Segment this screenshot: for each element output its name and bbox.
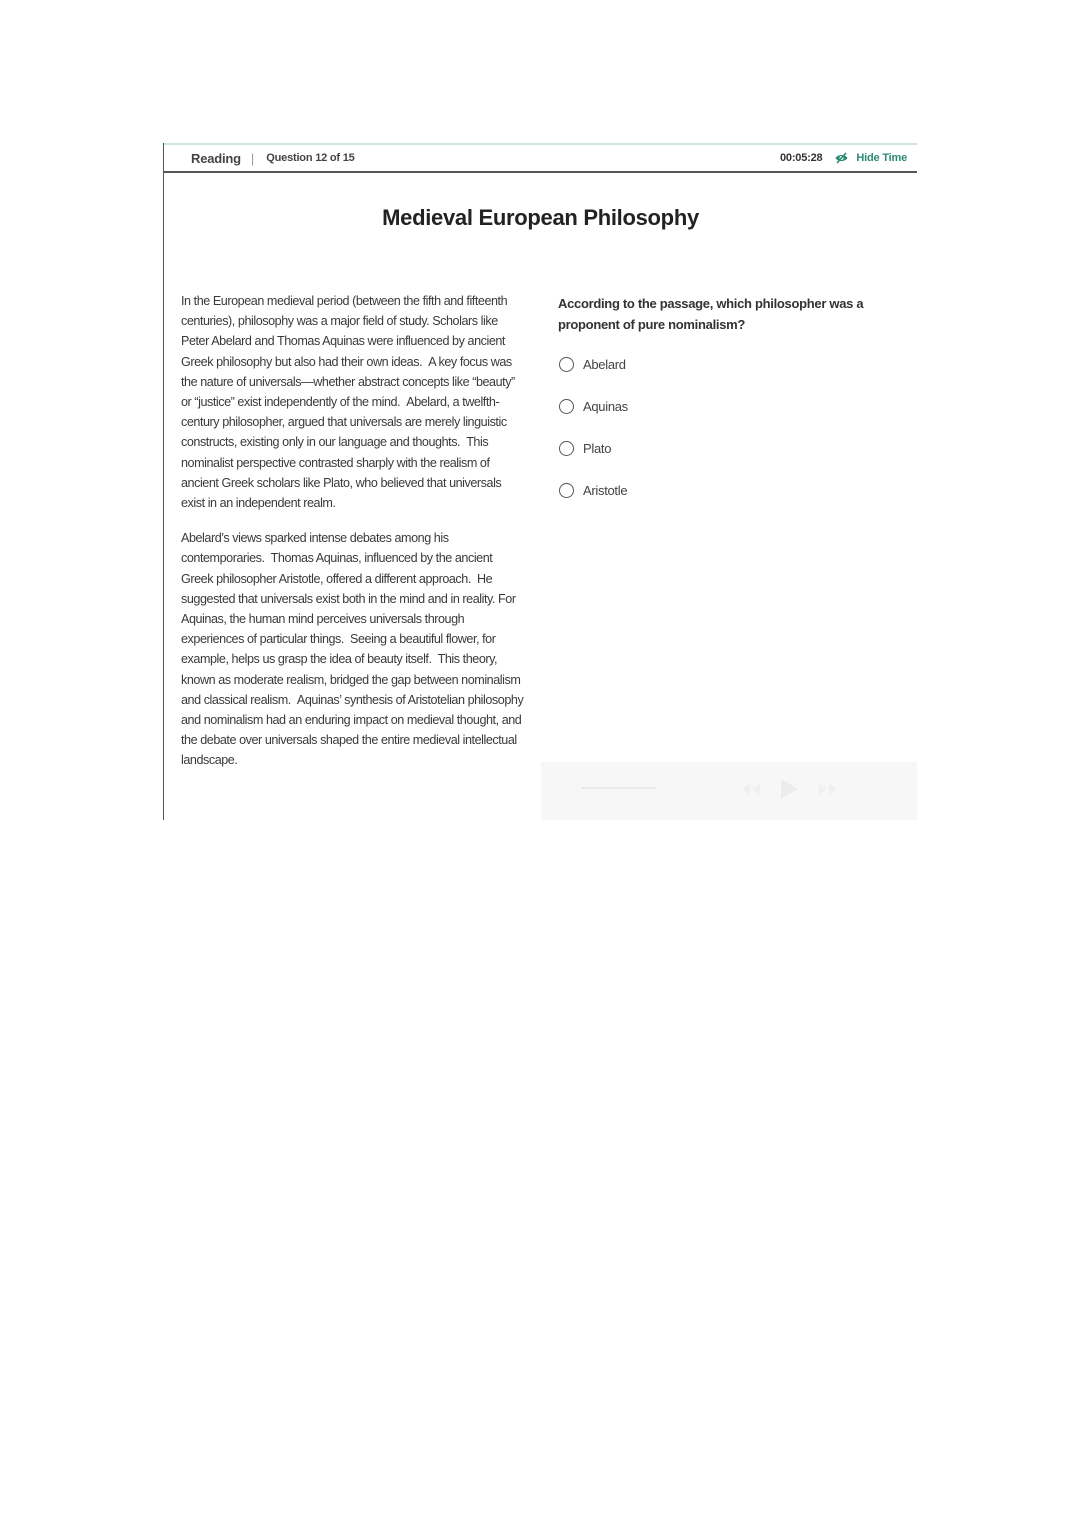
radio-button[interactable] — [559, 483, 574, 498]
passage-paragraph-1: In the European medieval period (between the fifth and fifteenth centuries), philosophy was a major field of study. Scholars like Peter Abelard and Thomas Aquinas were influenced by ancient Greek philosophy but also had their own ideas. A key focus was the nature of universals—whether abstract concepts like “beauty” or “justice” exist independently of the mind. Abelard, a twelfth-century philosopher, argued that universals are merely linguistic constructs, existing only in our language and thoughts. This nominalist perspective contrasted sharply with the realism of ancient Greek scholars like Plato, who believed that universals exist in an independent realm. — [181, 294, 515, 511]
option-aquinas[interactable] — [559, 395, 859, 417]
radio-button[interactable] — [559, 441, 574, 456]
option-label[interactable]: Plato — [583, 440, 612, 456]
option-label[interactable]: Aquinas — [583, 398, 628, 414]
eye-slash-icon[interactable] — [834, 152, 849, 164]
option-aristotle[interactable] — [559, 479, 859, 501]
media-controls — [541, 762, 917, 820]
play-icon[interactable] — [773, 774, 803, 804]
test-window — [163, 143, 917, 820]
radio-button[interactable] — [559, 357, 574, 372]
radio-button[interactable] — [559, 399, 574, 414]
question-prompt: According to the passage, which philosopher was a proponent of pure nominalism? — [558, 296, 864, 332]
question-counter: Question 12 of 15 — [266, 152, 355, 164]
hide-time-button[interactable]: Hide Time — [856, 152, 907, 164]
passage-paragraph-2: Abelard’s views sparked intense debates among his contemporaries. Thomas Aquinas, influenced by the ancient Greek philosopher Aristotle, offered a different approach. He suggested that universals exist both in the mind and in reality. For Aquinas, the human mind perceives universals through experiences of particular things. Seeing a beautiful flower, for example, helps us grasp the idea of beauty itself. This theory, known as moderate realism, bridged the gap between nominalism and classical realism. Aquinas’ synthesis of Aristotelian philosophy and nominalism had an enduring impact on medieval thought, and the debate over universals shaped the entire medieval intellectual landscape. — [181, 531, 524, 768]
timer-area — [780, 152, 907, 164]
answer-options — [559, 353, 859, 521]
passage-title: Medieval European Philosophy — [382, 205, 699, 230]
header-divider: | — [250, 150, 255, 166]
forward-icon[interactable] — [813, 774, 843, 804]
option-plato[interactable] — [559, 437, 859, 459]
option-label[interactable]: Aristotle — [583, 482, 628, 498]
option-label[interactable]: Abelard — [583, 356, 626, 372]
reading-passage — [181, 291, 526, 786]
option-abelard[interactable] — [559, 353, 859, 375]
section-name: Reading — [191, 150, 241, 166]
header-bar — [164, 145, 917, 173]
rewind-icon[interactable] — [736, 774, 766, 804]
media-progress-track[interactable] — [581, 787, 656, 789]
timer-display: 00:05:28 — [779, 152, 823, 164]
